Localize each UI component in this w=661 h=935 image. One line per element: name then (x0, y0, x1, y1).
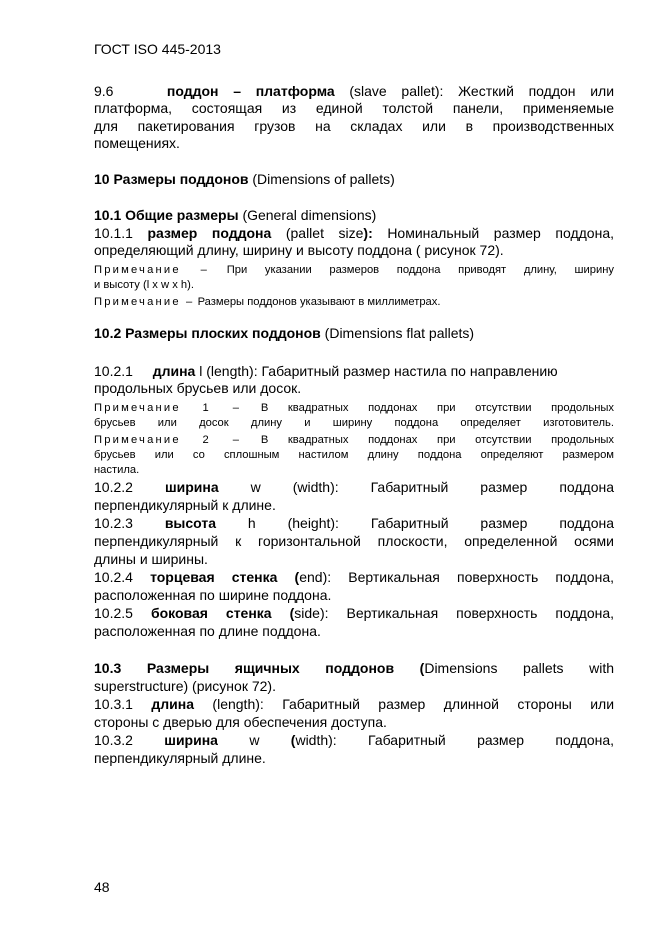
definition-text: Габаритный размер поддона (370, 515, 615, 531)
term-english: (length): (212, 696, 264, 712)
term-english: w (width): (250, 479, 339, 495)
definition-text: Вертикальная поверхность поддона, (348, 569, 615, 585)
section-number: 10.2 (94, 325, 122, 341)
clause-10-2-4-line-2: расположенная по ширине поддона. (94, 587, 332, 603)
note-2 (94, 295, 440, 309)
note-label: Примечание – (94, 296, 195, 308)
page-number: 48 (94, 879, 110, 895)
clause-number: 9.6 (94, 83, 114, 99)
clause-9-6-line-4: помещениях. (94, 135, 180, 151)
clause-9-6-line-2: платформа, состоящая из единой толстой панели, применяемые (94, 100, 614, 116)
clause-10-2-4-line-1 (94, 569, 614, 586)
term-english: (slave pallet): (349, 83, 444, 99)
section-title: Размеры поддонов (113, 171, 249, 187)
note-4-line-2: брусьев или со сплошным настилом длину поддона определяют размером (94, 449, 614, 461)
term: длина (152, 363, 196, 379)
note-3-line-2: брусьев или досок длину и ширину поддона определяет изготовитель. (94, 417, 614, 429)
term: боковая стенка (150, 605, 272, 621)
note-3-line-1 (94, 401, 614, 415)
section-title-english: (Dimensions of pallets) (252, 171, 395, 187)
clause-10-2-3-line-2: перпендикулярный к горизонтальной плоскости, определенной осями (94, 533, 614, 549)
section-10-2-heading (94, 325, 474, 342)
clause-number: 10.2.1 (94, 363, 133, 379)
note-4-line-3: настила. (94, 464, 140, 476)
section-number: 10 (94, 171, 110, 187)
section-10-3-heading-line-1 (94, 660, 614, 677)
clause-number: 10.1.1 (94, 225, 133, 241)
term: размер поддона (147, 225, 272, 241)
term: торцевая стенка (150, 569, 278, 585)
clause-10-3-2-line-2: перпендикулярный длине. (94, 750, 266, 766)
term-english: (end): (294, 569, 332, 585)
term: высота (164, 515, 217, 531)
clause-10-2-3-line-3: длины и ширины. (94, 551, 208, 567)
term: длина (151, 696, 194, 712)
clause-10-2-5-line-1 (94, 605, 614, 622)
term: поддон – платформа (166, 83, 335, 99)
standard-code: ГОСТ ISO 445-2013 (94, 41, 221, 57)
clause-10-2-2-line-2: перпендикулярный к длине. (94, 497, 276, 513)
section-title: Размеры ящичных поддонов (146, 660, 395, 676)
clause-number: 10.3.2 (94, 732, 133, 748)
section-number: 10.3 (94, 660, 122, 676)
clause-10-2-1-line-1 (94, 363, 558, 380)
note-label: Примечание 2 – (94, 434, 242, 446)
section-number: 10.1 (94, 207, 122, 223)
note-text: При указании размеров поддона приводят длину, ширину (226, 264, 615, 276)
section-title-english: (General dimensions) (242, 207, 377, 223)
term: ширина (164, 732, 218, 748)
clause-10-2-1-line-2: продольных брусьев или досок. (94, 380, 302, 396)
definition-text: Номинальный размер поддона, (387, 225, 614, 241)
note-4-line-1 (94, 433, 614, 447)
definition-text: Габаритный размер настила по направлению (261, 363, 558, 379)
clause-10-2-2-line-1 (94, 479, 614, 496)
section-title-english: (Dimensions pallets with (419, 660, 615, 676)
term: ширина (164, 479, 219, 495)
term-english: (pallet size): (285, 225, 373, 241)
document-header (94, 41, 221, 58)
clause-10-2-3-line-1 (94, 515, 614, 532)
clause-10-1-1-line-1 (94, 225, 614, 242)
clause-10-3-2-line-1 (94, 732, 614, 749)
clause-number: 10.2.5 (94, 605, 133, 621)
clause-number: 10.3.1 (94, 696, 133, 712)
definition-text: Жесткий поддон или (458, 83, 615, 99)
section-title-english: (Dimensions flat pallets) (324, 325, 475, 341)
definition-text: Габаритный размер длинной стороны или (282, 696, 615, 712)
term-english: (side): (289, 605, 329, 621)
clause-9-6-line-1 (94, 83, 614, 100)
clause-10-1-1-line-2: определяющий длину, ширину и высоту поддона ( рисунок 72). (94, 242, 504, 258)
note-text: Размеры поддонов указывают в миллиметрах. (197, 296, 441, 308)
section-10-heading (94, 171, 395, 188)
definition-text: Вертикальная поверхность поддона, (346, 605, 615, 621)
clause-number: 10.2.2 (94, 479, 133, 495)
definition-text: Габаритный размер поддона (370, 479, 615, 495)
section-title: Размеры плоских поддонов (125, 325, 321, 341)
note-1-line-2: и высоту (l x w x h). (94, 279, 194, 291)
definition-text: Габаритный размер поддона, (368, 732, 615, 748)
section-10-3-heading-line-2: superstructure) (рисунок 72). (94, 678, 276, 694)
clause-10-3-1-line-2: стороны с дверью для обеспечения доступа. (94, 714, 387, 730)
clause-number: 10.2.3 (94, 515, 133, 531)
term-english: h (height): (247, 515, 339, 531)
term-english: l (length): (199, 363, 258, 379)
section-title: Общие размеры (125, 207, 239, 223)
clause-number: 10.2.4 (94, 569, 133, 585)
clause-9-6-line-3: для пакетирования грузов на складах или в производственных (94, 118, 614, 134)
clause-10-3-1-line-1 (94, 696, 614, 713)
note-text: В квадратных поддонах при отсутствии продольных (260, 402, 615, 414)
note-1-line-1 (94, 263, 614, 277)
note-label: Примечание 1 – (94, 402, 242, 414)
section-10-1-heading (94, 207, 376, 224)
term-english: w (width): (249, 732, 337, 748)
note-text: В квадратных поддонах при отсутствии продольных (260, 434, 615, 446)
clause-10-2-5-line-2: расположенная по длине поддона. (94, 623, 321, 639)
note-label: Примечание – (94, 264, 210, 276)
